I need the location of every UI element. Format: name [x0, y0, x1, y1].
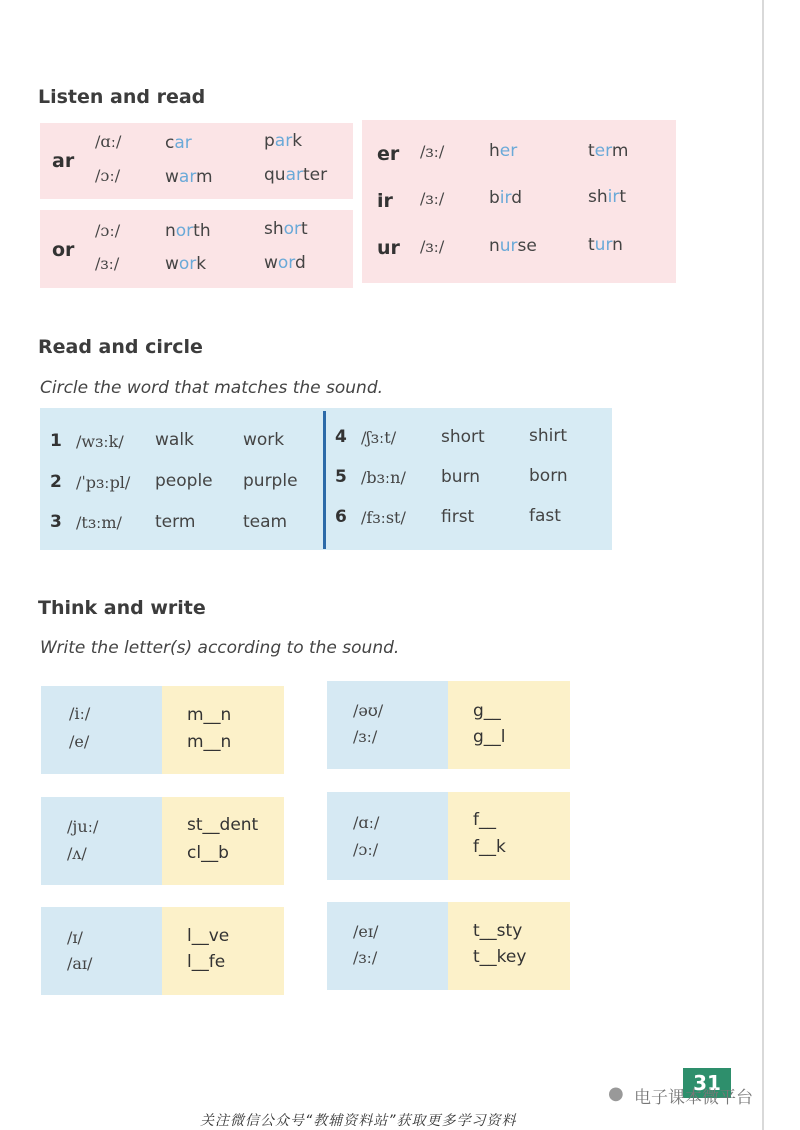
- write-box-5-word-1[interactable]: l__ve: [187, 926, 230, 946]
- write-box-3: [41, 797, 284, 885]
- write-box-1-word-panel: [162, 686, 284, 774]
- item-1-number: 1: [50, 431, 62, 451]
- write-box-1-sound-panel: [41, 686, 162, 774]
- write-box-5-ipa-2: /aɪ/: [67, 954, 93, 973]
- word-term: term: [588, 141, 629, 161]
- item-4-number: 4: [335, 427, 347, 447]
- word-her: her: [489, 141, 518, 161]
- or-ipa-2: /ɜː/: [95, 254, 120, 273]
- er-spelling: er: [377, 143, 400, 165]
- write-box-6: [327, 902, 570, 990]
- item-3-option-2[interactable]: team: [243, 512, 288, 532]
- ur-ipa: /ɜː/: [420, 237, 445, 256]
- word-bird: bird: [489, 188, 523, 208]
- item-1-ipa: /wɜːk/: [76, 432, 124, 451]
- page-edge: [762, 0, 764, 1130]
- write-box-2-word-panel: [448, 681, 570, 769]
- write-box-3-word-1[interactable]: st__dent: [187, 815, 259, 835]
- word-north: north: [165, 221, 211, 241]
- item-5-number: 5: [335, 467, 347, 487]
- item-5-option-2[interactable]: born: [529, 466, 568, 486]
- write-box-2-word-2[interactable]: g__l: [473, 727, 506, 747]
- think-write-instruction: Write the letter(s) according to the sound.: [40, 638, 400, 658]
- word-nurse: nurse: [489, 236, 537, 256]
- item-4-option-1[interactable]: short: [441, 427, 485, 447]
- item-5-ipa: /bɜːn/: [361, 468, 406, 487]
- write-box-6-word-panel: [448, 902, 570, 990]
- item-3-ipa: /tɜːm/: [76, 513, 122, 532]
- heading-think-and-write: Think and write: [38, 597, 206, 619]
- item-5-option-1[interactable]: burn: [441, 467, 481, 487]
- er-ipa: /ɜː/: [420, 142, 445, 161]
- ar-spelling: ar: [52, 150, 75, 172]
- read-circle-instruction: Circle the word that matches the sound.: [40, 378, 384, 398]
- write-box-3-ipa-2: /ʌ/: [67, 844, 87, 863]
- write-box-3-sound-panel: [41, 797, 162, 885]
- item-4-ipa: /ʃɜːt/: [361, 428, 397, 447]
- write-box-2-word-1[interactable]: g__: [473, 701, 501, 721]
- write-box-4-ipa-2: /ɔː/: [353, 840, 379, 859]
- word-work: work: [165, 254, 207, 274]
- write-box-2: [327, 681, 570, 769]
- write-box-4-ipa-1: /ɑː/: [353, 813, 380, 832]
- write-box-1-ipa-1: /iː/: [69, 704, 91, 723]
- word-car: car: [165, 133, 192, 153]
- ir-spelling: ir: [377, 190, 393, 212]
- item-6-ipa: /fɜːst/: [361, 508, 406, 527]
- item-2-option-2[interactable]: purple: [243, 471, 298, 491]
- item-2-number: 2: [50, 472, 62, 492]
- footer-note: 关注微信公众号“教辅资料站”获取更多学习资料: [200, 1113, 517, 1129]
- write-box-1-word-2[interactable]: m__n: [187, 732, 232, 752]
- page-number-badge: 31: [683, 1068, 731, 1098]
- write-box-3-word-2[interactable]: cl__b: [187, 843, 229, 863]
- item-3-number: 3: [50, 512, 62, 532]
- word-word: word: [264, 253, 306, 273]
- write-box-5-sound-panel: [41, 907, 162, 995]
- word-quarter: quarter: [264, 165, 328, 185]
- write-box-5-ipa-1: /ɪ/: [67, 928, 83, 947]
- write-box-6-ipa-2: /ɜː/: [353, 948, 378, 967]
- write-box-6-sound-panel: [327, 902, 448, 990]
- item-6-option-2[interactable]: fast: [529, 506, 561, 526]
- write-box-1-ipa-2: /e/: [69, 732, 90, 751]
- item-2-ipa: /ˈpɜːpl/: [76, 473, 131, 492]
- item-2-option-1[interactable]: people: [155, 471, 213, 491]
- word-warm: warm: [165, 167, 213, 187]
- ir-ipa: /ɜː/: [420, 189, 445, 208]
- write-box-4: [327, 792, 570, 880]
- word-park: park: [264, 131, 303, 151]
- or-ipa-1: /ɔː/: [95, 221, 121, 240]
- write-box-6-word-1[interactable]: t__sty: [473, 921, 523, 941]
- write-box-6-word-2[interactable]: t__key: [473, 947, 527, 967]
- write-box-5-word-2[interactable]: l__fe: [187, 952, 226, 972]
- ar-ipa-1: /ɑː/: [95, 132, 122, 151]
- ur-spelling: ur: [377, 237, 400, 259]
- write-box-3-word-panel: [162, 797, 284, 885]
- write-box-3-ipa-1: /juː/: [67, 817, 99, 836]
- read-circle-divider: [323, 411, 326, 549]
- ar-ipa-2: /ɔː/: [95, 166, 121, 185]
- wechat-icon: ●: [608, 1083, 624, 1104]
- write-box-4-word-panel: [448, 792, 570, 880]
- write-box-2-sound-panel: [327, 681, 448, 769]
- write-box-4-word-1[interactable]: f__: [473, 810, 496, 830]
- write-box-5: [41, 907, 284, 995]
- item-6-number: 6: [335, 507, 347, 527]
- item-1-option-2[interactable]: work: [243, 430, 285, 450]
- item-3-option-1[interactable]: term: [155, 512, 196, 532]
- item-4-option-2[interactable]: shirt: [529, 426, 568, 446]
- word-short: short: [264, 219, 308, 239]
- item-1-option-1[interactable]: walk: [155, 430, 194, 450]
- item-6-option-1[interactable]: first: [441, 507, 475, 527]
- heading-read-and-circle: Read and circle: [38, 336, 203, 358]
- ar-box: [40, 123, 353, 199]
- or-spelling: or: [52, 239, 75, 261]
- write-box-2-ipa-2: /ɜː/: [353, 727, 378, 746]
- write-box-1: [41, 686, 284, 774]
- heading-listen-and-read: Listen and read: [38, 86, 206, 108]
- write-box-6-ipa-1: /eɪ/: [353, 922, 379, 941]
- word-turn: turn: [588, 235, 623, 255]
- write-box-2-ipa-1: /əʊ/: [353, 701, 384, 720]
- watermark-text: 电子课本微平台: [634, 1088, 753, 1108]
- write-box-5-word-panel: [162, 907, 284, 995]
- write-box-1-word-1[interactable]: m__n: [187, 705, 232, 725]
- word-shirt: shirt: [588, 187, 627, 207]
- write-box-4-word-2[interactable]: f__k: [473, 837, 506, 857]
- write-box-4-sound-panel: [327, 792, 448, 880]
